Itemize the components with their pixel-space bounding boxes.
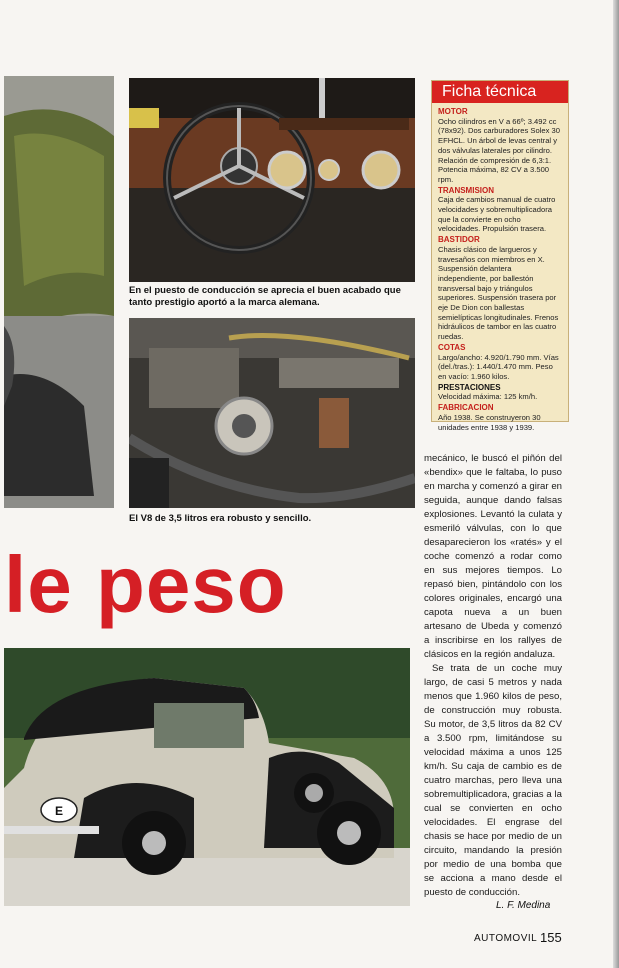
ficha-heading-transmision: TRANSMISION bbox=[438, 185, 494, 195]
ficha-text-motor: Ocho cilindros en V a 66º; 3.492 cc (78x92). Dos carburadores Solex 30 EFHCL. Un árbol de levas central y dos válvulas laterales por cilindro. Relación de compresión de 6,3:1. Potencia máxima, 82 CV a 3.500 rpm. bbox=[438, 116, 560, 184]
car-photo bbox=[4, 648, 410, 906]
left-partial-photo bbox=[4, 76, 114, 508]
ficha-text-transmision: Caja de cambios manual de cuatro velocidades y sobremultiplicadora que la convierte en ocho velocidades. Propulsión trasera. bbox=[438, 195, 556, 234]
article-body bbox=[424, 452, 562, 900]
ficha-heading-motor: MOTOR bbox=[438, 107, 468, 116]
dashboard-caption: En el puesto de conducción se aprecia el buen acabado que tanto prestigio aportó a la marca alemana. bbox=[129, 285, 401, 308]
car-graphic bbox=[4, 648, 410, 906]
ficha-heading-cotas: COTAS bbox=[438, 342, 466, 352]
headline: le peso bbox=[4, 540, 287, 629]
ficha-heading-bastidor: BASTIDOR bbox=[438, 235, 480, 245]
engine-caption: El V8 de 3,5 litros era robusto y sencillo. bbox=[129, 513, 312, 524]
engine-photo bbox=[129, 318, 415, 508]
page-edge-shadow bbox=[613, 0, 619, 968]
ficha-tecnica-box bbox=[431, 80, 569, 432]
ficha-heading-fabricacion: FABRICACION bbox=[438, 403, 494, 413]
ficha-text-bastidor: Chasis clásico de largueros y travesaños con miembros en X. Suspensión delantera independiente, por ballestón transversal bajo y triángulos superiores. Suspensión trasera por eje De Dion con ballestas semielípticas longitudinales. Frenos hidráulicos de tambor en las cuatro ruedas. bbox=[438, 244, 559, 342]
dashboard-graphic bbox=[129, 78, 415, 282]
ficha-text-prestaciones: Velocidad máxima: 125 km/h. bbox=[438, 392, 538, 402]
left-photo-graphic bbox=[4, 76, 114, 508]
dashboard-photo bbox=[129, 78, 415, 282]
author-credit: L. F. Medina bbox=[496, 900, 551, 911]
article-paragraph-1: mecánico, le buscó el piñón del «bendix» que le faltaba, lo puso en marcha y comenzó a girar en seguida, aunque dando falsas explosiones. Levantó la culata y esmeriló válvulas, con lo que desaparecieron los «ratés» y el coche comenzó a rodar como en sus mejores tiempos. Lo repasó bien, pintándolo con los colores originales, encargó una capota nueva a un buen artesano de Ubeda y comenzó a inscribirse en los rallyes de clásicos en la región andaluza. bbox=[424, 453, 562, 660]
footer-magazine-name: AUTOMOVIL bbox=[474, 933, 538, 944]
engine-graphic bbox=[129, 318, 415, 508]
ficha-title: Ficha técnica bbox=[432, 81, 568, 103]
article-paragraph-2: Se trata de un coche muy largo, de casi 5 metros y nada menos que 1.960 kilos de peso, de construcción muy robusta. Su motor, de 3,5 litros da 82 CV a 3.500 rpm, limitándose su velocidad máxima a unos 125 km/h. Su caja de cambio es de cuatro marchas, pero lleva una sobremultiplicadora, gracias a la cual se convierten en ocho velocidades. El engrase del chasis se hace por medio de un circuito, mandando la presión por medio de una bomba que se acciona a mano desde el puesto de conducción. bbox=[424, 663, 562, 898]
ficha-text-fabricacion: Año 1938. Se construyeron 30 unidades entre 1938 y 1939. bbox=[438, 412, 541, 432]
footer-page-number: 155 bbox=[540, 930, 562, 945]
ficha-heading-prestaciones: PRESTACIONES bbox=[438, 382, 501, 392]
ficha-body bbox=[432, 103, 568, 432]
ficha-text-cotas: Largo/ancho: 4.920/1.790 mm. Vías (del./tras.): 1.440/1.470 mm. Peso en vacío: 1.960 kilos. bbox=[438, 352, 559, 381]
car-plate-letter: E bbox=[54, 804, 64, 818]
